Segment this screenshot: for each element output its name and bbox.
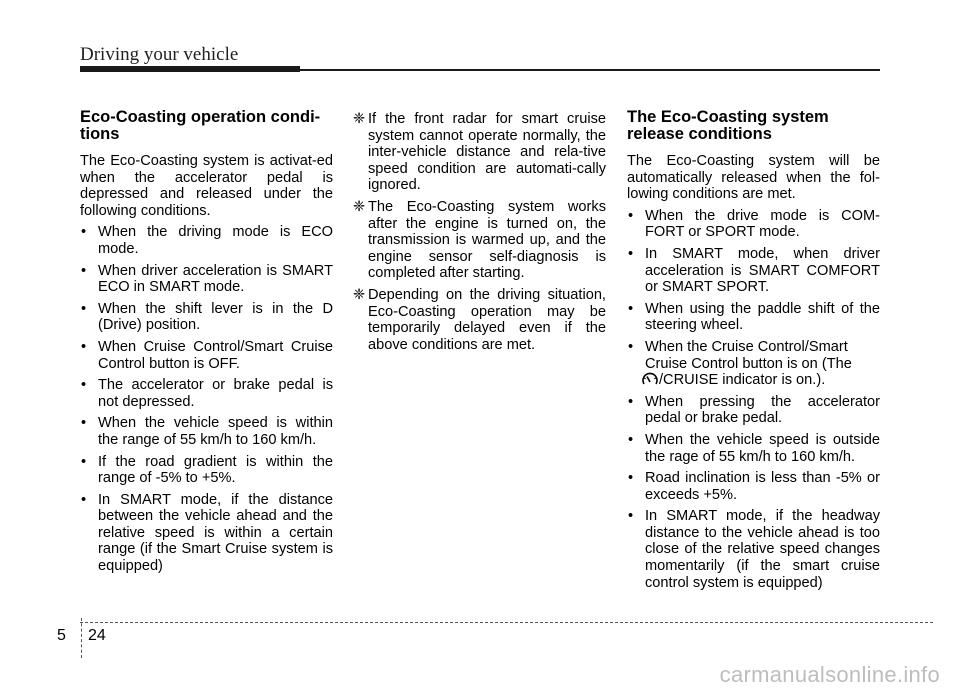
intro-paragraph: The Eco-Coasting system is activat-ed when the accelerator pedal is depressed and released under the following conditions. <box>80 153 333 219</box>
cruise-indicator-icon <box>641 372 659 386</box>
bullet-icon: • <box>628 508 634 525</box>
list-item: • When the vehicle speed is outside the rage of 55 km/h to 160 km/h. <box>628 431 880 465</box>
page-number: 24 <box>88 627 106 644</box>
list-item: • When the Cruise Control/Smart Cruise Control button is on (The /CRUISE indicator is on.). <box>628 338 852 389</box>
header-rule-thin <box>300 69 880 71</box>
footer-rule <box>80 622 933 623</box>
note-item: ❈ Depending on the driving situation, Eco-Coasting operation may be temporarily delayed even if the above conditions are met. <box>353 286 606 353</box>
intro-paragraph: The Eco-Coasting system will be automatically released when the fol-lowing conditions are met. <box>627 153 880 203</box>
note-item: ❈ If the front radar for smart cruise system cannot operate normally, the inter-vehicle distance and rela-tive speed condition are automati-cally ignored. <box>353 111 606 194</box>
note-icon: ❈ <box>353 286 366 303</box>
bullet-icon: • <box>81 377 87 394</box>
bullet-icon: • <box>81 300 87 317</box>
note-icon: ❈ <box>353 111 366 127</box>
right-column <box>627 109 880 596</box>
footer-divider <box>81 618 82 658</box>
chapter-number: 5 <box>57 627 66 644</box>
bullet-icon: • <box>81 415 87 432</box>
note-item: ❈ The Eco-Coasting system works after the engine is turned on, the transmission is warmed up, and the engine sensor self-diagnosis is completed after starting. <box>353 198 606 282</box>
list-item: • The accelerator or brake pedal is not depressed. <box>81 377 333 410</box>
list-item: • When driver acceleration is SMART ECO in SMART mode. <box>81 262 333 296</box>
list-item: • When using the paddle shift of the steering wheel. <box>628 300 880 334</box>
bullet-icon: • <box>81 262 87 279</box>
list-item: • In SMART mode, if the headway distance to the vehicle ahead is too close of the relative speed changes momentarily (if the smart cruise control system is equipped) <box>628 508 880 591</box>
list-item: • Road inclination is less than -5% or exceeds +5%. <box>628 470 880 503</box>
bullet-icon: • <box>628 431 634 448</box>
bullet-icon: • <box>628 300 634 317</box>
operation-conditions-list <box>80 224 333 574</box>
list-item: • When pressing the accelerator pedal or brake pedal. <box>628 393 880 427</box>
bullet-icon: • <box>628 393 634 410</box>
list-item: • In SMART mode, when driver acceleration is SMART COMFORT or SMART SPORT. <box>628 245 880 296</box>
bullet-icon: • <box>81 453 87 470</box>
list-item: • If the road gradient is within the range of -5% to +5%. <box>81 453 333 487</box>
list-item: • When Cruise Control/Smart Cruise Control button is OFF. <box>81 338 333 372</box>
middle-column <box>353 111 606 358</box>
list-item: • In SMART mode, if the distance between the vehicle ahead and the relative speed is within a certain range (if the Smart Cruise system is equipped) <box>81 491 333 575</box>
section-heading-operation-conditions: Eco-Coasting operation condi-tions <box>80 108 321 143</box>
left-column <box>80 109 333 580</box>
bullet-icon: • <box>81 338 87 355</box>
list-item: • When the drive mode is COM-FORT or SPORT mode. <box>628 207 880 241</box>
header-title: Driving your vehicle <box>80 44 239 65</box>
bullet-icon: • <box>628 338 634 355</box>
section-heading-release-conditions: The Eco-Coasting system release conditions <box>627 108 829 143</box>
bullet-icon: • <box>628 245 634 262</box>
list-item: • When the driving mode is ECO mode. <box>81 224 333 257</box>
release-conditions-list <box>627 208 880 591</box>
bullet-icon: • <box>81 491 87 508</box>
bullet-icon: • <box>81 224 87 241</box>
list-item: • When the vehicle speed is within the range of 55 km/h to 160 km/h. <box>81 415 333 448</box>
list-item: • When the shift lever is in the D (Drive) position. <box>81 300 333 334</box>
bullet-icon: • <box>628 470 634 487</box>
header-rule-thick <box>80 66 300 72</box>
watermark: carmanualsonline.info <box>719 662 940 687</box>
bullet-icon: • <box>628 207 634 224</box>
note-icon: ❈ <box>353 198 366 215</box>
